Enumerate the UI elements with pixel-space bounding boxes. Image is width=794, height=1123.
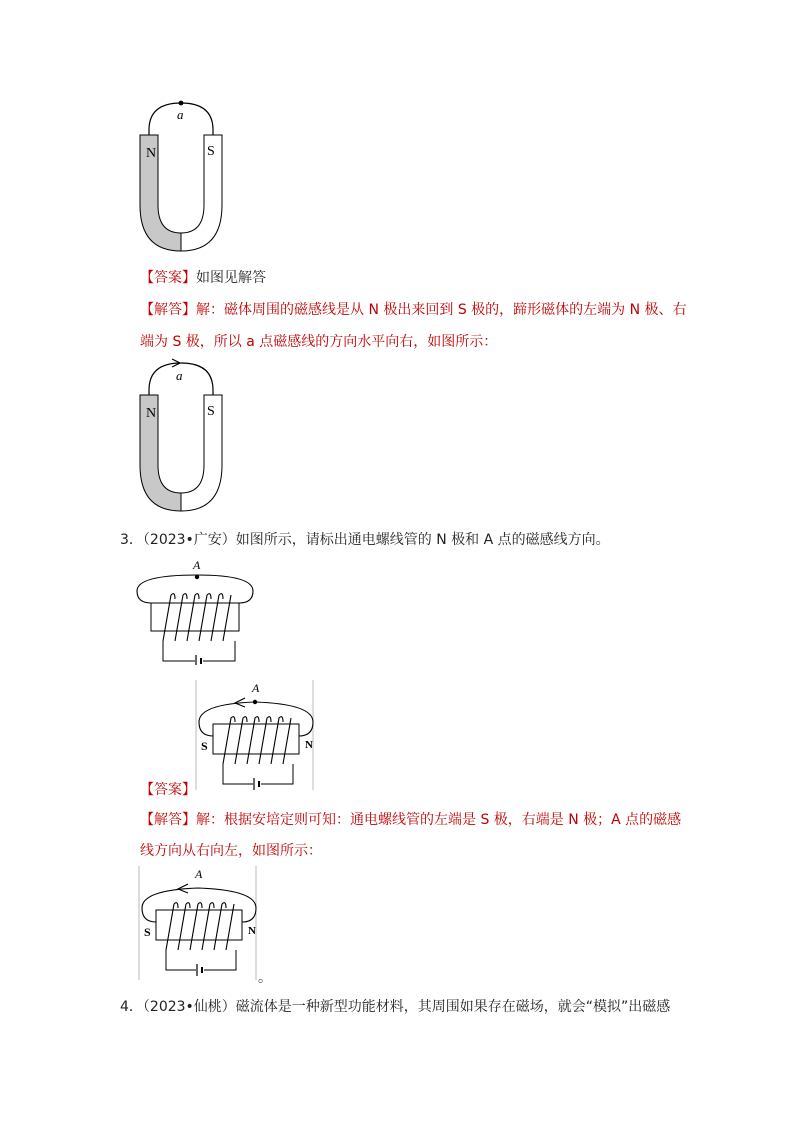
q3-end-mark: 。 [258,970,272,986]
solution-text: 解：磁体周围的磁感线是从 N 极出来回到 S 极的，蹄形磁体的左端为 N 极、右 [196,302,687,318]
solution-text: 解：根据安培定则可知：通电螺线管的左端是 S 极，右端是 N 极；A 点的磁感 [196,812,682,828]
point-a-label: A [252,681,260,695]
answer-tag: 【答案】 [140,270,196,286]
u-magnet-figure-answer [120,355,240,520]
north-pole-label: N [248,925,256,937]
q2-solution-line-1 [140,300,687,320]
point-a-label: A [193,558,201,572]
point-a-label: A [195,867,203,881]
q3-solution-line-2: 线方向从右向左，如图所示： [140,843,322,859]
q2-answer-line [140,268,266,288]
point-a-dot [195,575,199,579]
north-pole-label: N [146,146,157,161]
q3-answer-tag: 【答案】 [140,782,196,798]
answer-text: 如图见解答 [196,270,266,286]
solution-tag: 【解答】 [140,302,196,318]
north-pole-label: N [146,406,157,421]
point-a-dot [253,700,257,704]
point-a-label: a [176,368,183,383]
solution-tag: 【解答】 [140,812,196,828]
field-line-loop [137,575,253,603]
magnet-south-half [181,395,222,511]
point-a-dot [179,101,184,106]
magnet-south-half [181,135,222,251]
q3-solution-line-1 [140,810,681,830]
solenoid-figure-question [135,555,265,665]
solenoid-figure-answer-1 [195,678,325,790]
battery-icon [254,778,259,790]
south-pole-label: S [144,925,151,939]
south-pole-label: S [207,404,215,419]
q4-question: 4．（2023•仙桃）磁流体是一种新型功能材料，其周围如果存在磁场，就会“模拟”出磁感 [120,999,671,1015]
u-magnet-figure-question [120,95,240,260]
circuit-wire [163,641,235,661]
south-pole-label: S [207,144,215,159]
point-a-label: a [177,107,184,122]
battery-icon [197,964,202,976]
solenoid-figure-answer-2 [138,864,268,980]
q3-question: 3．（2023•广安）如图所示，请标出通电螺线管的 N 极和 A 点的磁感线方向。 [120,532,610,548]
battery-icon [196,655,201,665]
north-pole-label: N [305,739,313,751]
q2-solution-line-2: 端为 S 极，所以 a 点磁感线的方向水平向右，如图所示： [140,334,498,350]
south-pole-label: S [201,739,208,753]
